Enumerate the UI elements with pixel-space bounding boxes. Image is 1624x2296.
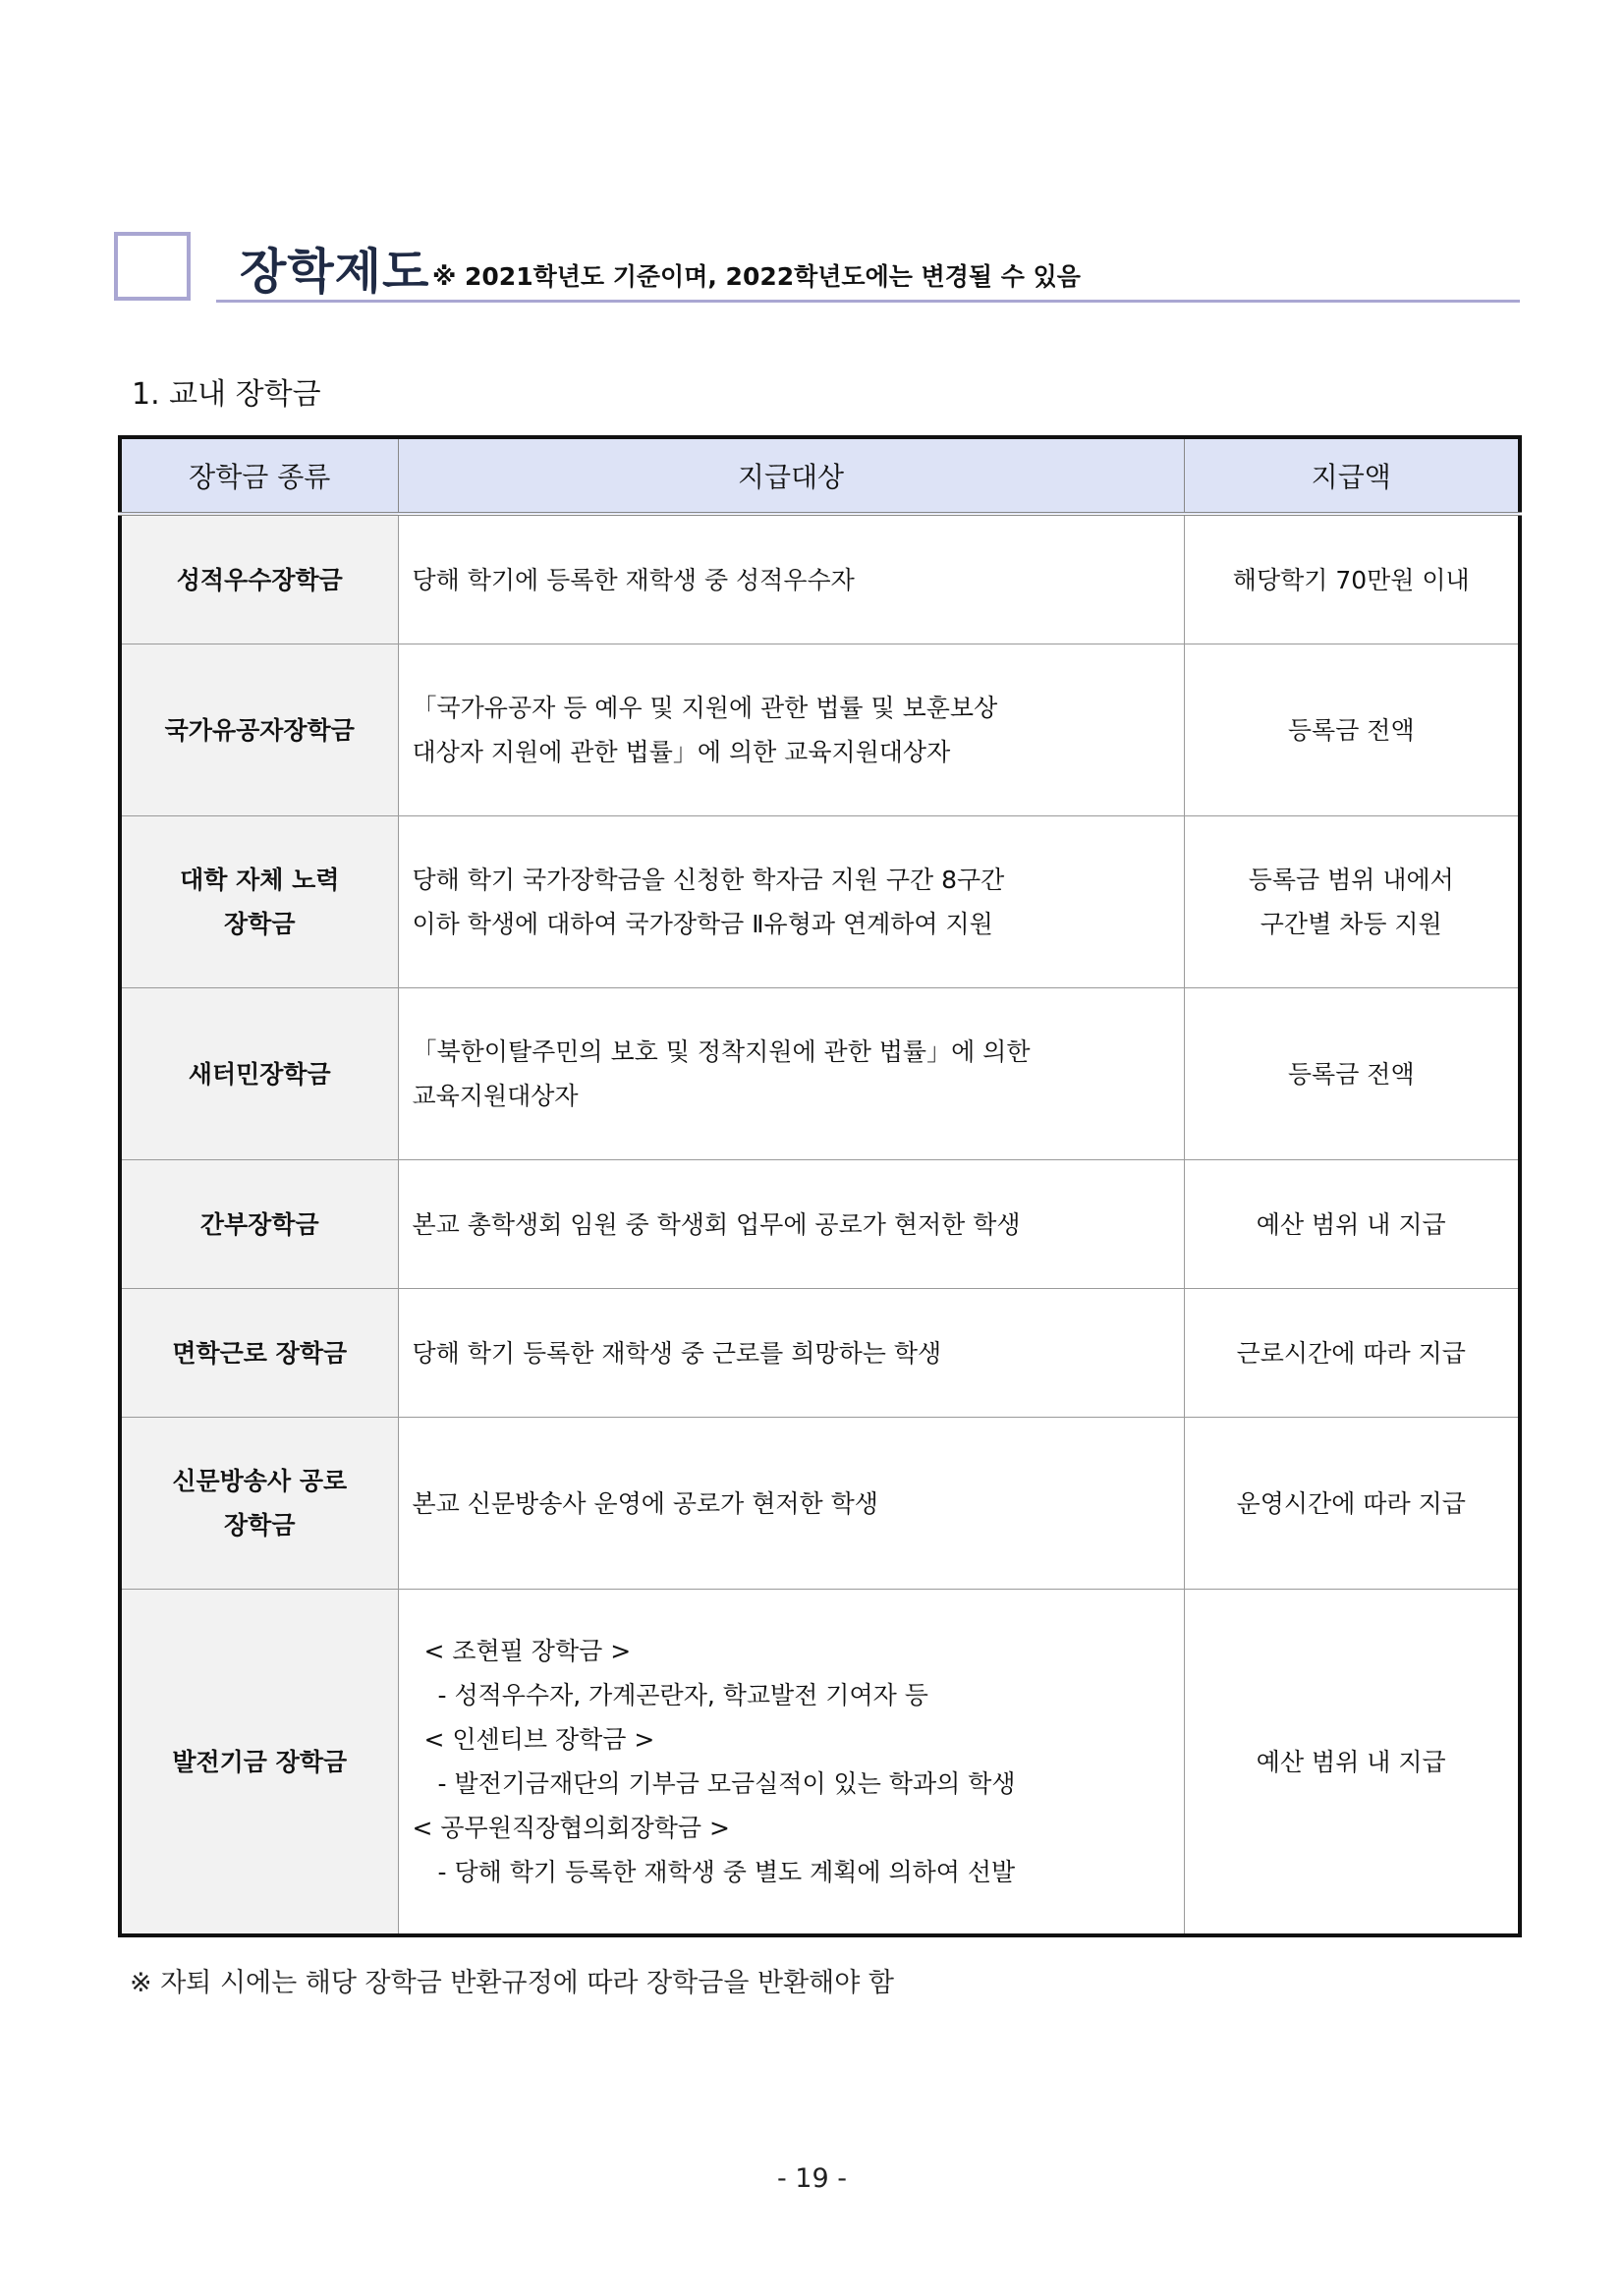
eligibility-cell: [398, 1289, 1184, 1418]
scholarship-kind: 발전기금 장학금: [172, 1747, 348, 1776]
eligibility-text: 대상자 지원에 관한 법률」에 의한 교육지원대상자: [412, 738, 951, 766]
fund-group-item: - 발전기금재단의 기부금 모금실적이 있는 학과의 학생: [437, 1769, 1016, 1798]
eligibility-cell: [398, 644, 1184, 816]
column-header-target: 지급대상: [398, 437, 1184, 514]
fund-group-heading: < 인센티브 장학금 >: [423, 1725, 655, 1754]
fund-group-item: - 성적우수자, 가계곤란자, 학교발전 기여자 등: [437, 1681, 928, 1709]
eligibility-text: 교육지원대상자: [412, 1082, 579, 1110]
fund-group-item: - 당해 학기 등록한 재학생 중 별도 계획에 의하여 선발: [437, 1858, 1016, 1886]
title-note: ※ 2021학년도 기준이며, 2022학년도에는 변경될 수 있음: [432, 262, 1081, 291]
scholarship-table: [118, 435, 1522, 1937]
amount-text: 운영시간에 따라 지급: [1236, 1488, 1466, 1518]
eligibility-cell: [398, 816, 1184, 988]
eligibility-text: 본교 총학생회 임원 중 학생회 업무에 공로가 현저한 학생: [412, 1209, 1021, 1239]
table-row: [120, 816, 1520, 988]
scholarship-kind: 장학금: [224, 910, 296, 938]
title-underline: [216, 300, 1520, 303]
scholarship-kind: 성적우수장학금: [176, 565, 343, 594]
amount-text: 등록금 범위 내에서: [1248, 866, 1454, 894]
scholarship-kind: 면학근로 장학금: [172, 1338, 348, 1368]
amount-text: 예산 범위 내 지급: [1256, 1747, 1446, 1776]
scholarship-kind: 간부장학금: [199, 1209, 319, 1239]
scholarship-kind: 신문방송사 공로: [172, 1467, 348, 1495]
scholarship-kind: 새터민장학금: [188, 1059, 331, 1089]
scholarship-kind-cell: [120, 1160, 398, 1289]
amount-cell: [1184, 1590, 1520, 1936]
amount-text: 등록금 전액: [1287, 715, 1415, 745]
fund-group-heading: < 공무원직장협의회장학금 >: [412, 1814, 730, 1842]
table-row: [120, 644, 1520, 816]
scholarship-kind: 대학 자체 노력: [180, 866, 340, 894]
scholarship-kind-cell: [120, 514, 398, 644]
amount-text: 구간별 차등 지원: [1260, 910, 1442, 938]
amount-cell: [1184, 1418, 1520, 1590]
table-row: [120, 1160, 1520, 1289]
amount-text: 근로시간에 따라 지급: [1236, 1338, 1466, 1368]
amount-cell: [1184, 816, 1520, 988]
scholarship-kind-cell: [120, 1418, 398, 1590]
amount-cell: [1184, 1289, 1520, 1418]
footnote: ※ 자퇴 시에는 해당 장학금 반환규정에 따라 장학금을 반환해야 함: [130, 1968, 894, 1998]
scholarship-kind-cell: [120, 816, 398, 988]
fund-group-heading: < 조현필 장학금 >: [423, 1637, 632, 1665]
table-row: [120, 1590, 1520, 1936]
amount-text: 등록금 전액: [1287, 1059, 1415, 1089]
amount-cell: [1184, 1160, 1520, 1289]
table-row: [120, 988, 1520, 1160]
amount-cell: [1184, 514, 1520, 644]
table-row: [120, 1418, 1520, 1590]
title-decoration-box: [114, 232, 191, 301]
table-row: [120, 1289, 1520, 1418]
scholarship-kind-cell: [120, 1289, 398, 1418]
amount-text: 예산 범위 내 지급: [1256, 1209, 1446, 1239]
scholarship-kind-cell: [120, 1590, 398, 1936]
eligibility-text: 「북한이탈주민의 보호 및 정착지원에 관한 법률」에 의한: [412, 1037, 1031, 1066]
amount-cell: [1184, 644, 1520, 816]
scholarship-kind-cell: [120, 988, 398, 1160]
eligibility-text: 이하 학생에 대하여 국가장학금 Ⅱ유형과 연계하여 지원: [412, 910, 993, 938]
scholarship-kind: 장학금: [224, 1511, 296, 1540]
eligibility-cell: [398, 1418, 1184, 1590]
scholarship-kind: 국가유공자장학금: [164, 715, 355, 745]
amount-cell: [1184, 988, 1520, 1160]
eligibility-text: 「국가유공자 등 예우 및 지원에 관한 법률 및 보훈보상: [412, 694, 998, 722]
eligibility-cell: [398, 1160, 1184, 1289]
table-row: [120, 514, 1520, 644]
page-title: 장학제도: [240, 244, 430, 300]
eligibility-cell: [398, 988, 1184, 1160]
page-number: - 19 -: [776, 2163, 847, 2194]
column-header-kind: 장학금 종류: [120, 437, 398, 514]
section-heading: 1. 교내 장학금: [132, 377, 321, 412]
eligibility-text: 당해 학기 국가장학금을 신청한 학자금 지원 구간 8구간: [412, 866, 1005, 894]
eligibility-text: 당해 학기 등록한 재학생 중 근로를 희망하는 학생: [412, 1338, 942, 1368]
eligibility-text: 본교 신문방송사 운영에 공로가 현저한 학생: [412, 1488, 878, 1518]
table-header-row: [120, 437, 1520, 514]
amount-text: 해당학기 70만원 이내: [1232, 565, 1470, 594]
eligibility-cell: [398, 514, 1184, 644]
eligibility-cell: [398, 1590, 1184, 1936]
column-header-amount: 지급액: [1184, 437, 1520, 514]
eligibility-text: 당해 학기에 등록한 재학생 중 성적우수자: [412, 565, 855, 594]
scholarship-kind-cell: [120, 644, 398, 816]
